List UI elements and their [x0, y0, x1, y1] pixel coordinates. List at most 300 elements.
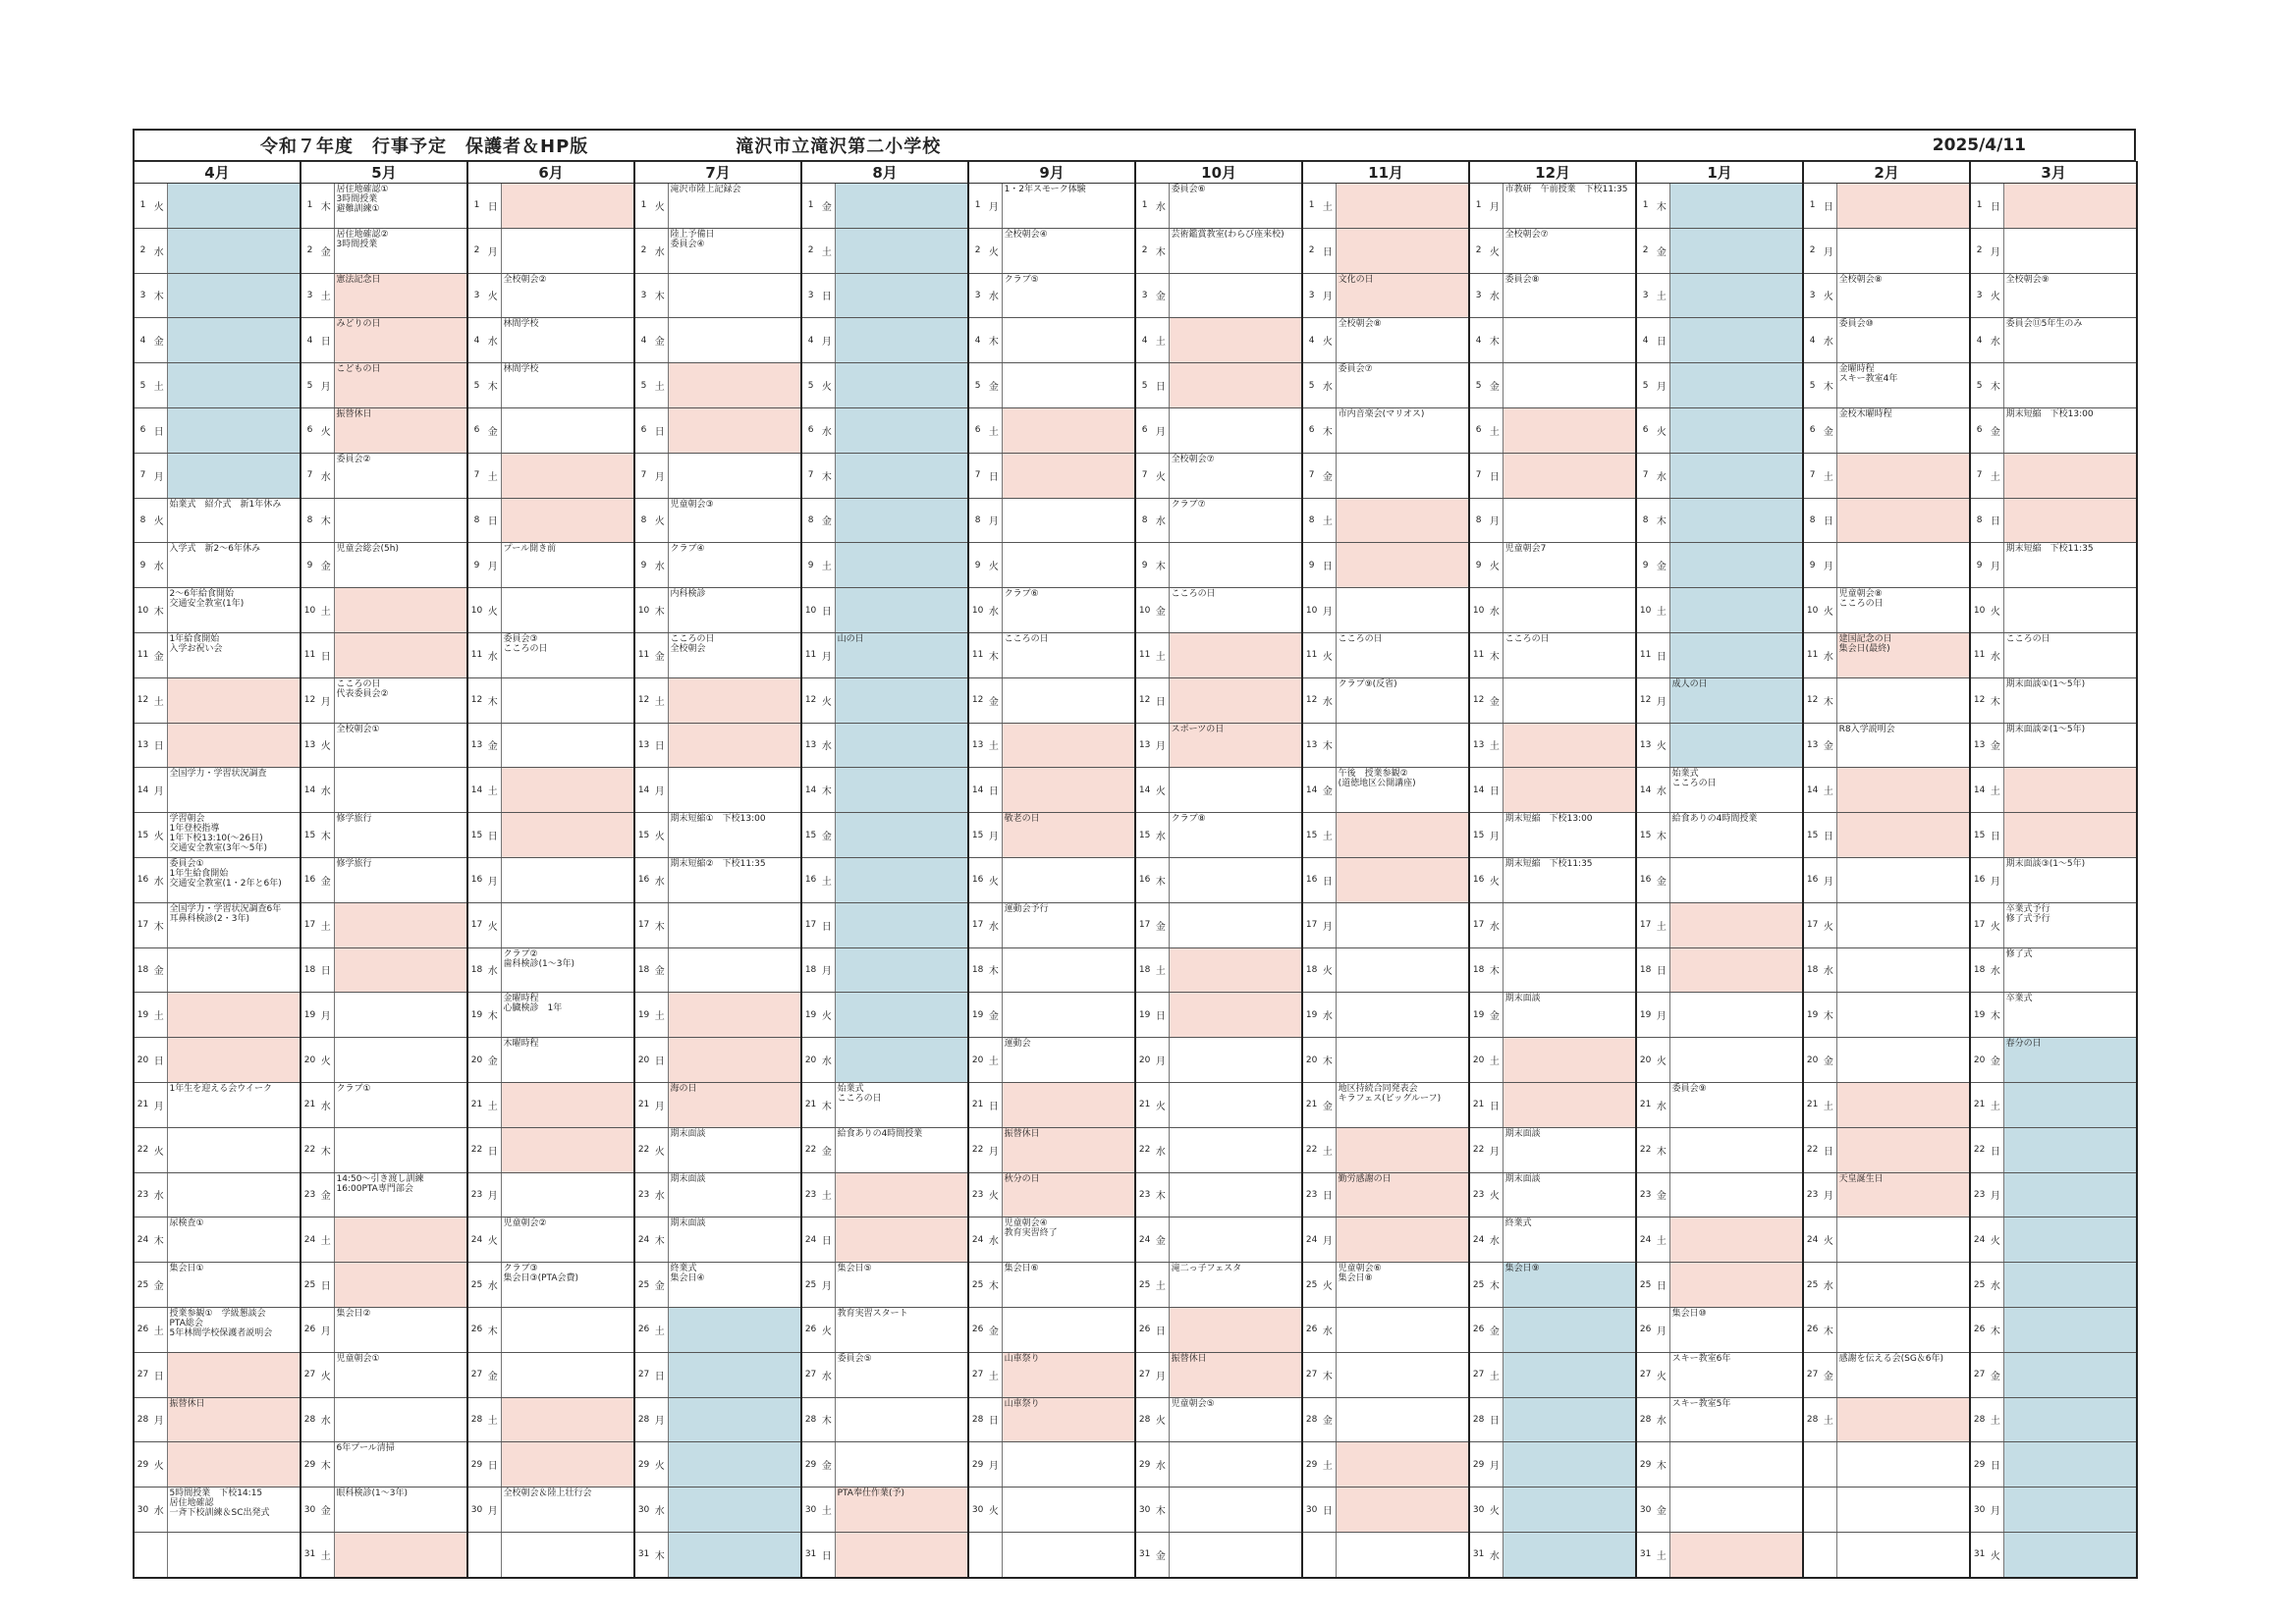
day-number: 26 — [1135, 1307, 1153, 1352]
weekday: 火 — [1654, 1352, 1669, 1397]
day-number: 1 — [1970, 184, 1988, 229]
weekday: 水 — [986, 1217, 1002, 1263]
event-cell — [1002, 1532, 1135, 1577]
day-number: 2 — [301, 228, 318, 273]
event-cell — [668, 1442, 801, 1488]
event-cell: 勤労感謝の日 — [1336, 1172, 1469, 1217]
event-cell: 建国記念の日 集会日(最終) — [1836, 632, 1970, 677]
day-number: 29 — [1135, 1442, 1153, 1488]
day-row — [134, 632, 2137, 677]
day-number: 29 — [801, 1442, 819, 1488]
day-number: 16 — [301, 857, 318, 902]
day-number: 25 — [968, 1263, 986, 1308]
weekday: 火 — [151, 813, 167, 858]
weekday: 月 — [1988, 228, 2003, 273]
weekday: 金 — [819, 184, 835, 229]
weekday: 土 — [1487, 723, 1503, 768]
weekday: 火 — [1153, 1397, 1169, 1442]
day-number: 5 — [134, 363, 151, 408]
event-cell: 春分の日 — [2003, 1038, 2137, 1083]
event-cell: 集会日⑥ — [1002, 1263, 1135, 1308]
day-number: 18 — [1803, 947, 1821, 993]
day-number: 11 — [1302, 632, 1320, 677]
event-cell — [1002, 453, 1135, 498]
weekday: 日 — [1821, 813, 1836, 858]
event-cell: 運動会予行 — [1002, 902, 1135, 947]
day-number: 21 — [1803, 1082, 1821, 1127]
day-number: 24 — [467, 1217, 485, 1263]
day-number: 23 — [968, 1172, 986, 1217]
weekday: 火 — [1821, 1217, 1836, 1263]
weekday: 金 — [1988, 1038, 2003, 1083]
day-number — [1803, 1442, 1821, 1488]
day-number: 23 — [134, 1172, 151, 1217]
event-cell: 海の日 — [668, 1082, 801, 1127]
event-cell — [167, 1127, 301, 1172]
weekday: 土 — [652, 1307, 668, 1352]
day-number: 28 — [968, 1397, 986, 1442]
event-cell — [1169, 857, 1302, 902]
day-number: 18 — [467, 947, 485, 993]
event-cell: 委員会⑥ — [1169, 184, 1302, 229]
day-number: 28 — [1970, 1397, 1988, 1442]
event-cell — [2003, 588, 2137, 633]
day-number: 14 — [1970, 768, 1988, 813]
weekday: 水 — [1320, 363, 1336, 408]
weekday: 日 — [1487, 453, 1503, 498]
day-number: 8 — [1469, 498, 1487, 543]
event-cell: 秋分の日 — [1002, 1172, 1135, 1217]
day-number: 14 — [1469, 768, 1487, 813]
day-number: 27 — [1469, 1352, 1487, 1397]
day-row — [134, 1217, 2137, 1263]
day-number: 14 — [1135, 768, 1153, 813]
event-cell — [835, 407, 968, 453]
event-cell: 1年給食開始 入学お祝い会 — [167, 632, 301, 677]
event-cell: 滝二っ子フェスタ — [1169, 1263, 1302, 1308]
event-cell — [835, 1217, 968, 1263]
weekday: 木 — [1988, 677, 2003, 723]
day-number: 9 — [968, 543, 986, 588]
weekday: 土 — [151, 677, 167, 723]
event-cell — [1836, 1263, 1970, 1308]
day-number: 27 — [801, 1352, 819, 1397]
event-cell — [1669, 1488, 1803, 1533]
day-number: 13 — [1636, 723, 1654, 768]
weekday: 水 — [652, 1488, 668, 1533]
event-cell: 集会日⑤ — [835, 1263, 968, 1308]
event-cell — [2003, 228, 2137, 273]
weekday: 金 — [819, 813, 835, 858]
weekday: 金 — [151, 1263, 167, 1308]
event-cell: クラブ① — [334, 1082, 467, 1127]
day-number: 29 — [301, 1442, 318, 1488]
day-number: 31 — [1970, 1532, 1988, 1577]
weekday: 日 — [1988, 498, 2003, 543]
day-number: 7 — [301, 453, 318, 498]
day-number: 15 — [801, 813, 819, 858]
day-number: 17 — [1970, 902, 1988, 947]
weekday: 土 — [652, 677, 668, 723]
weekday: 土 — [1153, 632, 1169, 677]
day-number: 22 — [134, 1127, 151, 1172]
event-cell — [1503, 453, 1636, 498]
weekday: 月 — [819, 318, 835, 363]
weekday: 日 — [819, 273, 835, 318]
weekday: 日 — [485, 1127, 501, 1172]
weekday: 金 — [318, 1172, 334, 1217]
weekday: 金 — [1654, 1488, 1669, 1533]
day-number: 21 — [134, 1082, 151, 1127]
event-cell — [1002, 677, 1135, 723]
event-cell: クラブ④ — [668, 543, 801, 588]
day-number: 1 — [801, 184, 819, 229]
day-number: 13 — [801, 723, 819, 768]
day-number: 26 — [1970, 1307, 1988, 1352]
day-row — [134, 1532, 2137, 1577]
day-number: 4 — [134, 318, 151, 363]
weekday: 木 — [485, 993, 501, 1038]
day-number: 30 — [968, 1488, 986, 1533]
weekday: 金 — [986, 363, 1002, 408]
event-cell — [167, 1532, 301, 1577]
event-cell — [1336, 1442, 1469, 1488]
weekday: 日 — [1821, 184, 1836, 229]
weekday: 金 — [1320, 1397, 1336, 1442]
event-cell: 眼科検診(1～3年) — [334, 1488, 467, 1533]
day-number: 31 — [1636, 1532, 1654, 1577]
day-number: 1 — [1469, 184, 1487, 229]
weekday: 火 — [1988, 902, 2003, 947]
day-number: 4 — [1135, 318, 1153, 363]
weekday: 水 — [1153, 498, 1169, 543]
event-cell — [2003, 1352, 2137, 1397]
weekday: 水 — [1821, 947, 1836, 993]
day-number: 3 — [1302, 273, 1320, 318]
weekday: 水 — [1821, 632, 1836, 677]
event-cell — [1503, 1352, 1636, 1397]
event-cell: 期末短縮 下校11:35 — [1503, 857, 1636, 902]
weekday: 月 — [318, 993, 334, 1038]
schedule-sheet — [133, 129, 2136, 1579]
event-cell: 振替休日 — [334, 407, 467, 453]
event-cell: 集会日⑨ — [1503, 1263, 1636, 1308]
day-number: 20 — [134, 1038, 151, 1083]
event-cell: 委員会⑤ — [835, 1352, 968, 1397]
weekday: 月 — [652, 768, 668, 813]
day-number: 20 — [1469, 1038, 1487, 1083]
weekday: 火 — [318, 407, 334, 453]
weekday: 木 — [1153, 543, 1169, 588]
day-number: 6 — [467, 407, 485, 453]
weekday: 木 — [1821, 363, 1836, 408]
day-number: 26 — [467, 1307, 485, 1352]
event-cell — [1002, 947, 1135, 993]
event-cell: 林間学校 — [501, 363, 634, 408]
event-cell — [2003, 1397, 2137, 1442]
event-cell — [1836, 768, 1970, 813]
event-cell — [835, 228, 968, 273]
day-number: 22 — [1302, 1127, 1320, 1172]
day-number: 5 — [968, 363, 986, 408]
event-cell: クラブ⑥ — [1002, 588, 1135, 633]
event-cell: 林間学校 — [501, 318, 634, 363]
day-number: 28 — [134, 1397, 151, 1442]
day-number: 25 — [801, 1263, 819, 1308]
weekday: 水 — [485, 1263, 501, 1308]
event-cell — [167, 723, 301, 768]
weekday: 土 — [151, 363, 167, 408]
event-cell — [2003, 1263, 2137, 1308]
weekday: 火 — [485, 1217, 501, 1263]
day-number: 2 — [1803, 228, 1821, 273]
day-number: 8 — [134, 498, 151, 543]
weekday: 日 — [318, 947, 334, 993]
event-cell — [1669, 947, 1803, 993]
weekday: 月 — [986, 498, 1002, 543]
event-cell — [835, 1532, 968, 1577]
day-number: 4 — [1302, 318, 1320, 363]
weekday: 火 — [151, 184, 167, 229]
event-cell — [835, 363, 968, 408]
weekday: 金 — [1988, 723, 2003, 768]
day-number: 6 — [1803, 407, 1821, 453]
weekday: 水 — [652, 543, 668, 588]
event-cell — [668, 1532, 801, 1577]
weekday: 日 — [652, 1038, 668, 1083]
day-number: 24 — [801, 1217, 819, 1263]
weekday: 土 — [1487, 1038, 1503, 1083]
weekday: 火 — [652, 1127, 668, 1172]
weekday: 木 — [1487, 318, 1503, 363]
event-cell: 給食ありの4時間授業 — [835, 1127, 968, 1172]
weekday: 水 — [485, 947, 501, 993]
day-number: 22 — [1970, 1127, 1988, 1172]
event-cell — [1336, 1217, 1469, 1263]
day-number: 19 — [1302, 993, 1320, 1038]
weekday: 水 — [151, 543, 167, 588]
day-number: 4 — [301, 318, 318, 363]
weekday: 木 — [652, 1532, 668, 1577]
event-cell: 全校朝会⑦ — [1169, 453, 1302, 498]
day-number: 5 — [1803, 363, 1821, 408]
event-cell — [835, 813, 968, 858]
event-cell: 全校朝会＆陸上壮行会 — [501, 1488, 634, 1533]
weekday: 木 — [1487, 632, 1503, 677]
event-cell — [167, 453, 301, 498]
event-cell — [1836, 813, 1970, 858]
event-cell — [167, 184, 301, 229]
weekday: 木 — [1153, 857, 1169, 902]
day-number: 1 — [1135, 184, 1153, 229]
day-row — [134, 1127, 2137, 1172]
weekday: 土 — [318, 588, 334, 633]
event-cell: 始業式 紹介式 新1年休み — [167, 498, 301, 543]
event-cell: 2～6年給食開始 交通安全教室(1年) — [167, 588, 301, 633]
weekday: 火 — [1821, 273, 1836, 318]
day-number: 10 — [301, 588, 318, 633]
weekday: 水 — [1654, 1082, 1669, 1127]
weekday: 火 — [986, 228, 1002, 273]
event-cell — [1669, 588, 1803, 633]
weekday: 火 — [151, 1127, 167, 1172]
event-cell: 委員会③ こころの日 — [501, 632, 634, 677]
day-number: 14 — [134, 768, 151, 813]
event-cell — [1669, 363, 1803, 408]
event-cell — [835, 993, 968, 1038]
weekday: 日 — [1654, 632, 1669, 677]
day-number: 15 — [1302, 813, 1320, 858]
day-number: 14 — [801, 768, 819, 813]
weekday: 金 — [485, 1038, 501, 1083]
weekday: 水 — [1320, 993, 1336, 1038]
day-number: 6 — [301, 407, 318, 453]
event-cell — [501, 1307, 634, 1352]
day-number: 17 — [1135, 902, 1153, 947]
event-cell: 児童朝会① — [334, 1352, 467, 1397]
event-cell: 山の日 — [835, 632, 968, 677]
event-cell — [1836, 1038, 1970, 1083]
day-number: 11 — [801, 632, 819, 677]
weekday: 火 — [318, 1038, 334, 1083]
day-number — [134, 1532, 151, 1577]
day-number: 3 — [134, 273, 151, 318]
day-number: 31 — [801, 1532, 819, 1577]
day-number: 4 — [1636, 318, 1654, 363]
day-number: 21 — [467, 1082, 485, 1127]
weekday: 木 — [318, 1442, 334, 1488]
weekday: 金 — [1654, 228, 1669, 273]
event-cell — [334, 632, 467, 677]
event-cell — [501, 723, 634, 768]
event-cell — [1669, 1172, 1803, 1217]
day-number: 2 — [968, 228, 986, 273]
event-cell — [1169, 1488, 1302, 1533]
day-number: 8 — [1302, 498, 1320, 543]
event-cell — [167, 318, 301, 363]
weekday: 日 — [318, 318, 334, 363]
event-cell — [1336, 498, 1469, 543]
day-number: 28 — [634, 1397, 652, 1442]
event-cell — [1503, 1307, 1636, 1352]
day-number: 5 — [1135, 363, 1153, 408]
day-number: 8 — [467, 498, 485, 543]
day-number: 19 — [1469, 993, 1487, 1038]
day-number: 24 — [968, 1217, 986, 1263]
day-number: 14 — [467, 768, 485, 813]
event-cell — [1503, 947, 1636, 993]
event-cell — [167, 1172, 301, 1217]
event-cell — [1169, 543, 1302, 588]
day-number: 30 — [1302, 1488, 1320, 1533]
weekday: 月 — [1487, 498, 1503, 543]
day-number: 22 — [1469, 1127, 1487, 1172]
day-row — [134, 1442, 2137, 1488]
day-number: 3 — [1135, 273, 1153, 318]
event-cell: 金曜時程 スキー教室4年 — [1836, 363, 1970, 408]
day-number: 31 — [301, 1532, 318, 1577]
event-cell — [1836, 1488, 1970, 1533]
event-cell: 期末短縮 下校13:00 — [2003, 407, 2137, 453]
day-number — [968, 1532, 986, 1577]
weekday: 金 — [1654, 1172, 1669, 1217]
event-cell: 集会日② — [334, 1307, 467, 1352]
weekday: 日 — [1153, 677, 1169, 723]
day-number: 10 — [1469, 588, 1487, 633]
weekday: 土 — [1821, 453, 1836, 498]
day-number: 21 — [1302, 1082, 1320, 1127]
day-number: 5 — [634, 363, 652, 408]
weekday: 月 — [652, 1397, 668, 1442]
day-number: 10 — [801, 588, 819, 633]
weekday: 土 — [1988, 1082, 2003, 1127]
day-number: 30 — [1636, 1488, 1654, 1533]
day-number: 15 — [968, 813, 986, 858]
day-number: 7 — [968, 453, 986, 498]
weekday: 水 — [1821, 1263, 1836, 1308]
weekday: 水 — [1988, 1263, 2003, 1308]
event-cell — [1836, 498, 1970, 543]
weekday: 火 — [986, 1172, 1002, 1217]
event-cell — [1169, 947, 1302, 993]
day-number: 7 — [1302, 453, 1320, 498]
day-number: 16 — [634, 857, 652, 902]
day-number: 1 — [968, 184, 986, 229]
day-number: 12 — [634, 677, 652, 723]
event-cell — [1169, 677, 1302, 723]
day-number: 13 — [634, 723, 652, 768]
day-number — [467, 1532, 485, 1577]
event-cell — [1836, 947, 1970, 993]
day-number: 2 — [1302, 228, 1320, 273]
day-number: 29 — [1302, 1442, 1320, 1488]
day-number: 9 — [1469, 543, 1487, 588]
day-number: 15 — [1803, 813, 1821, 858]
weekday: 日 — [986, 453, 1002, 498]
day-number: 29 — [634, 1442, 652, 1488]
event-cell — [835, 588, 968, 633]
event-cell: 入学式 新2～6年休み — [167, 543, 301, 588]
weekday: 水 — [819, 723, 835, 768]
event-cell — [167, 993, 301, 1038]
weekday: 土 — [986, 723, 1002, 768]
event-cell — [1669, 1263, 1803, 1308]
weekday: 日 — [1487, 1082, 1503, 1127]
day-number: 18 — [1302, 947, 1320, 993]
event-cell — [334, 993, 467, 1038]
event-cell: 期末面談 — [1503, 1172, 1636, 1217]
event-cell — [334, 1263, 467, 1308]
weekday: 木 — [1654, 1127, 1669, 1172]
weekday: 水 — [151, 1488, 167, 1533]
day-number: 19 — [801, 993, 819, 1038]
event-cell: 天皇誕生日 — [1836, 1172, 1970, 1217]
weekday: 土 — [1153, 318, 1169, 363]
weekday: 土 — [151, 1307, 167, 1352]
weekday: 日 — [652, 723, 668, 768]
day-number: 22 — [1803, 1127, 1821, 1172]
event-cell: スキー教室6年 — [1669, 1352, 1803, 1397]
event-cell: 委員会⑨ — [1669, 1082, 1803, 1127]
weekday: 水 — [1487, 1217, 1503, 1263]
weekday: 木 — [318, 813, 334, 858]
event-cell: 1・2年スモーク体験 — [1002, 184, 1135, 229]
weekday: 金 — [1654, 543, 1669, 588]
weekday: 水 — [1320, 1307, 1336, 1352]
weekday: 土 — [318, 1217, 334, 1263]
event-cell — [1503, 498, 1636, 543]
day-number: 24 — [1302, 1217, 1320, 1263]
